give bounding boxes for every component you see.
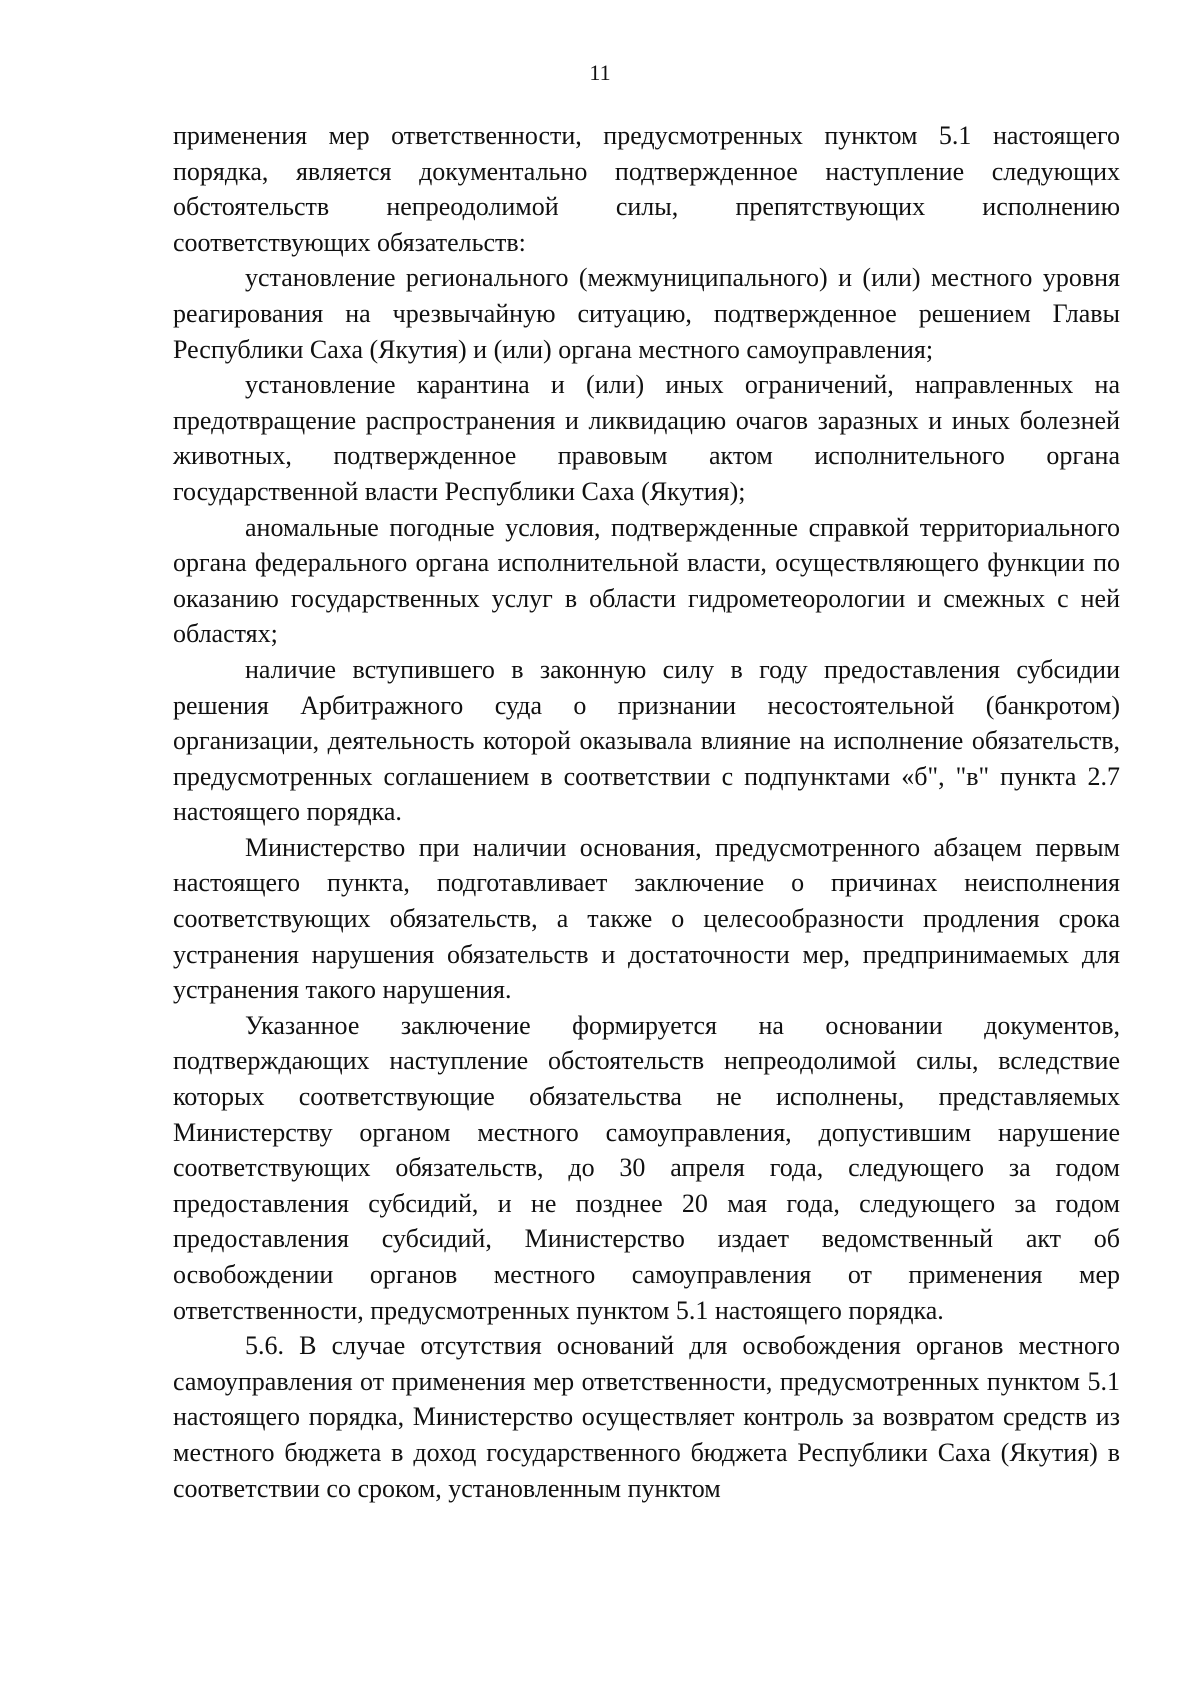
paragraph-regional-emergency: установление регионального (межмуниципального) и (или) местного уровня реагирования на чрезвычайную ситуацию, подтвержденное решением Главы Республики Саха (Якутия) и (или) органа местного самоуправления; [173,263,1120,364]
page-number: 11 [589,60,611,85]
paragraph-section-5-6: 5.6. В случае отсутствия оснований для освобождения органов местного самоуправления от применения мер ответственности, предусмотренных пунктом 5.1 настоящего порядка, Министерство осуществляет контроль за возвратом средств из местного бюджета в доход государственного бюджета Республики Саха (Якутия) в соответствии со сроком, установленным пунктом [173,1331,1120,1503]
paragraph-continuation: применения мер ответственности, предусмотренных пунктом 5.1 настоящего порядка, является документально подтвержденное наступление следующих обстоятельств непреодолимой силы, препятствующих исполнению соответствующих обязательств: [173,121,1120,257]
paragraph-weather: аномальные погодные условия, подтвержденные справкой территориального органа федерального органа исполнительной власти, осуществляющего функции по оказанию государственных услуг в области гидрометеорологии и смежных с ней областях; [173,512,1120,649]
document-body [173,118,1120,1506]
paragraph-ministry-conclusion: Министерство при наличии основания, предусмотренного абзацем первым настоящего пункта, подготавливает заключение о причинах неисполнения соответствующих обязательств, а также о целесообразности продления срока устранения нарушения обязательств и достаточности мер, предпринимаемых для устранения такого нарушения. [173,832,1120,1005]
paragraph-conclusion-basis: Указанное заключение формируется на основании документов, подтверждающих наступление обстоятельств непреодолимой силы, вследствие которых соответствующие обязательства не исполнены, представляемых Министерству органом местного самоуправления, допустившим нарушение соответствующих обязательств, до 30 апреля года, следующего за годом предоставления субсидий, и не позднее 20 мая года, следующего за годом предоставления субсидий, Министерство издает ведомственный акт об освобождении органов местного самоуправления от применения мер ответственности, предусмотренных пунктом 5.1 настоящего порядка. [173,1010,1120,1325]
paragraph-bankruptcy: наличие вступившего в законную силу в году предоставления субсидии решения Арбитражного суда о признании несостоятельной (банкротом) организации, деятельность которой оказывала влияние на исполнение обязательств, предусмотренных соглашением в соответствии с подпунктами «б", "в" пункта 2.7 настоящего порядка. [173,654,1120,827]
paragraph-quarantine: установление карантина и (или) иных ограничений, направленных на предотвращение распространения и ликвидацию очагов заразных и иных болезней животных, подтвержденное правовым актом исполнительного органа государственной власти Республики Саха (Якутия); [173,370,1120,506]
